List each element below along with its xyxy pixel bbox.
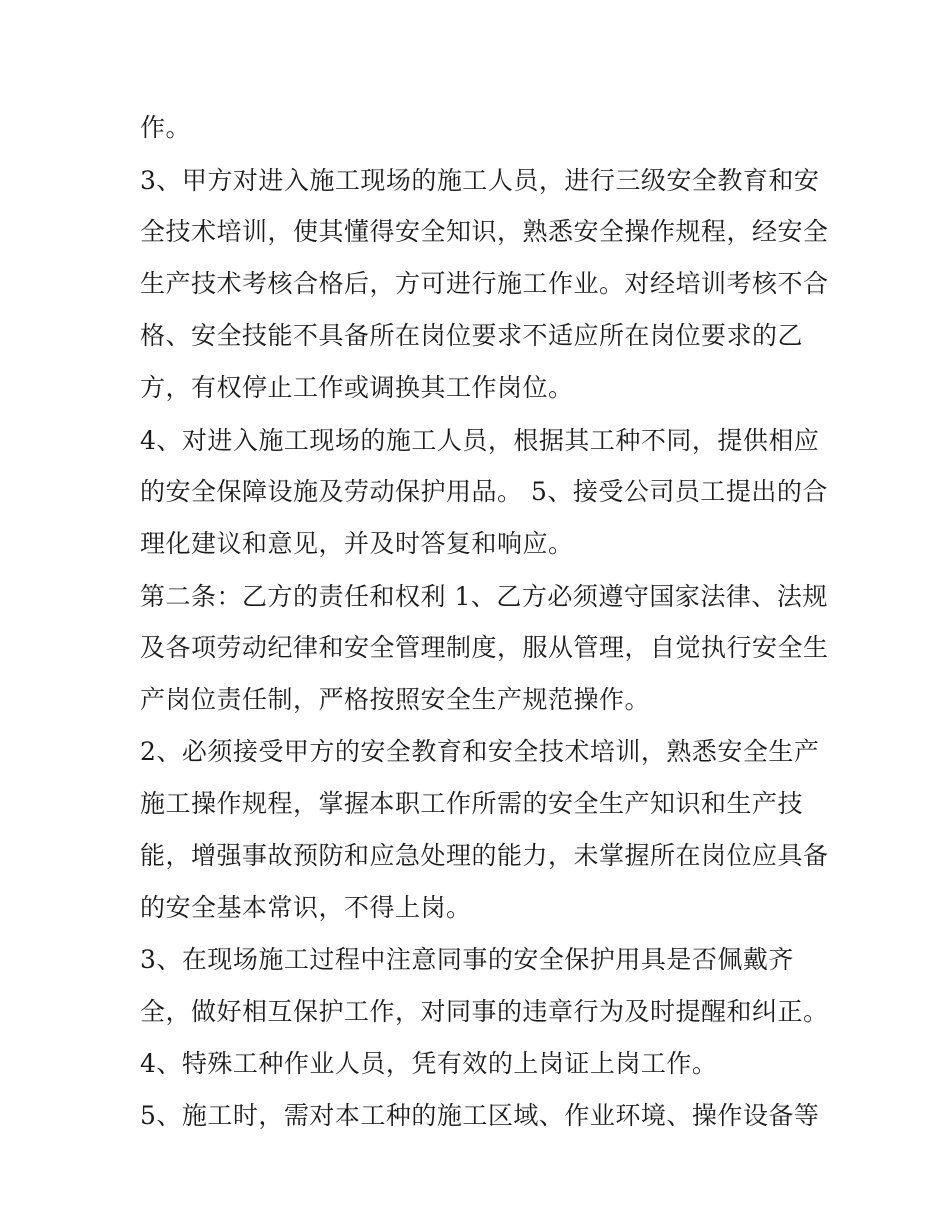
text-line: 2、必须接受甲方的安全教育和安全技术培训，熟悉安全生产 (140, 737, 820, 766)
text-line: 全，做好相互保护工作，对同事的违章行为及时提醒和纠正。 (140, 997, 829, 1026)
text-line: 全技术培训，使其懂得安全知识，熟悉安全操作规程，经安全 (140, 217, 829, 246)
text-line: 格、安全技能不具备所在岗位要求不适应所在岗位要求的乙 (140, 321, 804, 350)
text-line: 4、对进入施工现场的施工人员，根据其工种不同，提供相应 (140, 426, 820, 455)
text-line: 的安全保障设施及劳动保护用品。 5、接受公司员工提出的合 (140, 477, 828, 506)
text-line: 的安全基本常识，不得上岗。 (140, 893, 472, 922)
text-line: 作。 (140, 113, 192, 142)
text-line: 及各项劳动纪律和安全管理制度，服从管理，自觉执行安全生 (140, 633, 829, 662)
text-line: 施工操作规程，掌握本职工作所需的安全生产知识和生产技 (140, 789, 804, 818)
text-line: 3、甲方对进入施工现场的施工人员，进行三级安全教育和安 (140, 166, 820, 195)
text-line: 4、特殊工种作业人员，凭有效的上岗证上岗工作。 (140, 1049, 718, 1078)
text-line: 方，有权停止工作或调换其工作岗位。 (140, 373, 574, 402)
text-line: 理化建议和意见，并及时答复和响应。 (140, 529, 574, 558)
text-line: 5、施工时，需对本工种的施工区域、作业环境、操作设备等 (140, 1101, 820, 1130)
text-line: 3、在现场施工过程中注意同事的安全保护用具是否佩戴齐 (140, 945, 794, 974)
text-line: 能，增强事故预防和应急处理的能力，未掌握所在岗位应具备 (140, 841, 829, 870)
text-line: 第二条：乙方的责任和权利 1、乙方必须遵守国家法律、法规 (140, 582, 828, 611)
text-line: 生产技术考核合格后，方可进行施工作业。对经培训考核不合 (140, 269, 829, 298)
text-line: 产岗位责任制，严格按照安全生产规范操作。 (140, 685, 651, 714)
